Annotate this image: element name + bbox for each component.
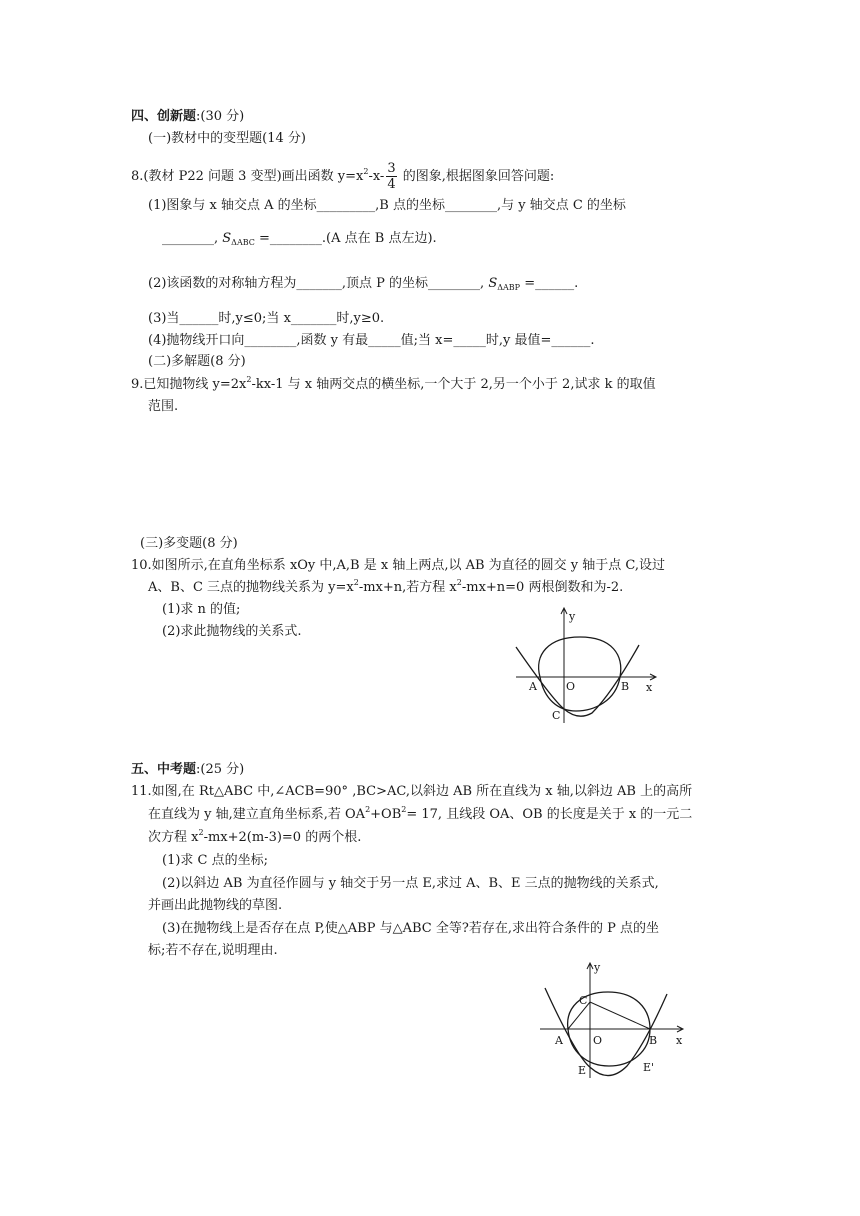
section-4-score: :(30 分) (196, 109, 245, 124)
q9-line1-b: -kx-1 与 x 轴两交点的横坐标,一个大于 2,另一个小于 2,试求 k 的取值 (251, 377, 656, 392)
q8-part1-line2 (162, 230, 437, 248)
q11-label-y: y (594, 961, 601, 974)
q11-label-E: E (578, 1064, 587, 1077)
q11-part3-line2: 标;若不存在,说明理由. (148, 943, 278, 958)
q8-stem (131, 160, 554, 194)
section-4-heading (131, 108, 244, 126)
q11-line2-a: 在直线为 y 轴,建立直角坐标系,若 OA (148, 807, 366, 822)
q10-circle (539, 637, 621, 711)
section-5-heading (131, 761, 244, 779)
q8-part4: (4)抛物线开口向________,函数 y 有最_____值;当 x=_____时,y 最值=______. (148, 333, 595, 348)
q11-line2-c: = 17, 且线段 OA、OB 的长度是关于 x 的一元二 (406, 807, 693, 822)
q8-fraction (386, 161, 396, 192)
q10-part2: (2)求此抛物线的关系式. (162, 624, 302, 639)
q11-part3-line1: (3)在抛物线上是否存在点 P,使△ABP 与△ABC 全等?若存在,求出符合条件的 P 点的坐 (162, 921, 659, 936)
subsection-3-title: (三)多变题(8 分) (140, 536, 238, 551)
q10-line2-b: -mx+n,若方程 x (358, 580, 457, 595)
q11-label-x: x (676, 1034, 683, 1047)
q11-figure (535, 958, 695, 1083)
q11-line3-a: 次方程 x (148, 830, 199, 845)
q10-label-C: C (552, 709, 561, 722)
q10-label-y: y (569, 610, 576, 623)
q8-stem-mid: -x- (368, 169, 385, 184)
q8-part1-line1: (1)图象与 x 轴交点 A 的坐标_________,B 点的坐标________,与 y 轴交点 C 的坐标 (148, 198, 626, 213)
section-5-score: :(25 分) (196, 762, 245, 777)
subsection-1-title: (一)教材中的变型题(14 分) (148, 131, 306, 146)
q8-part2-text: (2)该函数的对称轴方程为_______,顶点 P 的坐标________, (148, 276, 489, 291)
s-abp-symbol: S (488, 276, 498, 291)
q10-part1: (1)求 n 的值; (162, 602, 241, 617)
q10-label-O: O (566, 680, 576, 693)
q10-line1: 10.如图所示,在直角坐标系 xOy 中,A,B 是 x 轴上两点,以 AB 为直径的圆交 y 轴于点 C,设过 (131, 558, 666, 573)
q11-line2 (148, 806, 692, 824)
s-abc-symbol: S (222, 231, 232, 246)
q11-part2-line1: (2)以斜边 AB 为直径作圆与 y 轴交于另一点 E,求过 A、B、E 三点的抛物线的关系式, (162, 876, 659, 891)
q10-line2 (148, 579, 623, 597)
q11-label-A: A (555, 1034, 563, 1047)
q9-sup: 2 (246, 375, 252, 384)
q11-line3 (148, 829, 361, 847)
subsection-2-title: (二)多解题(8 分) (148, 354, 246, 369)
q11-label-O: O (593, 1034, 603, 1047)
q9-line2: 范围. (148, 399, 179, 414)
q11-line2-b: +OB (370, 807, 402, 822)
q11-label-E-prime: E' (643, 1061, 655, 1074)
q11-line3-b: -mx+2(m-3)=0 的两个根. (203, 830, 362, 845)
q9-line1-a: 9.已知抛物线 y=2x (131, 377, 247, 392)
q8-part1-tail: =________.(A 点在 B 点左边). (254, 231, 437, 246)
q10-label-A: A (529, 680, 537, 693)
q11-sup-3: 2 (198, 828, 204, 837)
q8-stem-suffix: 的图象,根据图象回答问题: (398, 169, 555, 184)
q11-sup-1: 2 (365, 805, 371, 814)
section-5-title: 五、中考题 (131, 762, 197, 777)
q8-frac-den: 4 (387, 177, 396, 192)
q10-figure (508, 603, 668, 728)
q8-part3: (3)当______时,y≤0;当 x_______时,y≥0. (148, 311, 385, 326)
q9-line1 (131, 376, 656, 394)
section-4-title: 四、创新题 (131, 109, 197, 124)
q8-part2 (148, 275, 578, 293)
s-abc-subscript: ΔABC (231, 238, 255, 247)
q10-label-x: x (646, 681, 653, 694)
q8-stem-prefix: 8.(教材 P22 问题 3 变型)画出函数 y=x (131, 169, 364, 184)
q11-part2-line2: 并画出此抛物线的草图. (148, 898, 283, 913)
q8-stem-sup: 2 (363, 167, 369, 176)
q11-label-C: C (579, 994, 588, 1007)
q11-part1: (1)求 C 点的坐标; (162, 853, 269, 868)
q10-sup-2: 2 (456, 578, 462, 587)
q11-label-B: B (649, 1034, 658, 1047)
q8-part2-tail: =______. (520, 276, 579, 291)
q10-sup-1: 2 (353, 578, 359, 587)
s-abp-subscript: ΔABP (497, 283, 521, 292)
q10-line2-c: -mx+n=0 两根倒数和为-2. (461, 580, 624, 595)
q10-label-B: B (621, 680, 630, 693)
q8-part1-blank: ________, (162, 231, 223, 246)
q11-sup-2: 2 (401, 805, 407, 814)
q8-frac-num: 3 (387, 161, 396, 176)
q11-line1: 11.如图,在 Rt△ABC 中,∠ACB=90° ,BC>AC,以斜边 AB 所在直线为 x 轴,以斜边 AB 上的高所 (131, 784, 693, 799)
q10-line2-a: A、B、C 三点的抛物线关系为 y=x (148, 580, 354, 595)
